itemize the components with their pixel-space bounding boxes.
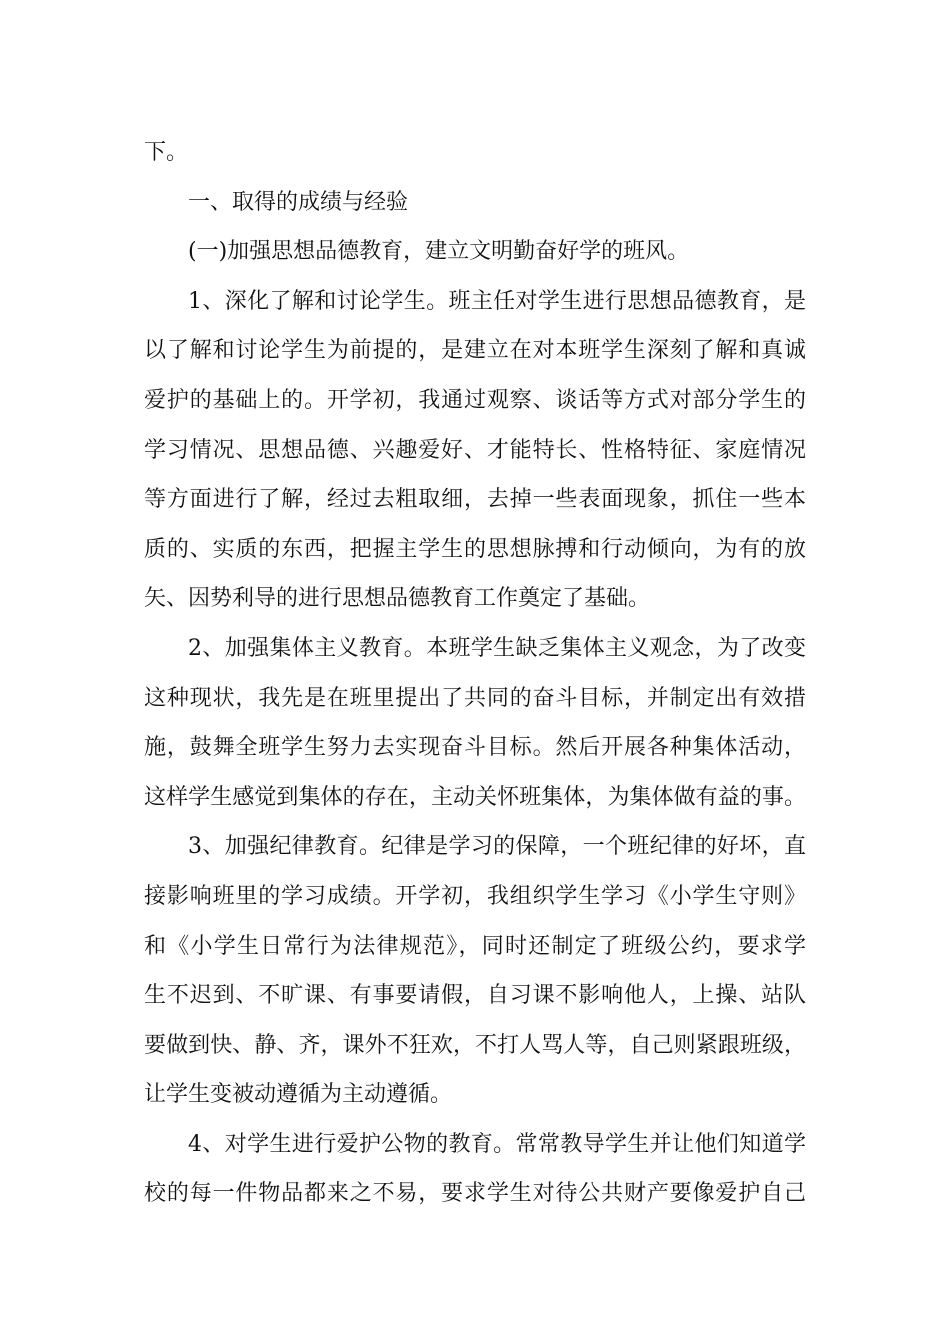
text-line: 4、对学生进行爱护公物的教育。常常教导学生并让他们知道学 <box>188 1131 806 1157</box>
text-line: 矢、因势利导的进行思想品德教育工作奠定了基础。 <box>144 586 651 612</box>
document-body <box>144 128 806 1219</box>
text-line: 下。 <box>144 140 189 165</box>
text-line: 要做到快、静、齐，课外不狂欢，不打人骂人等，自己则紧跟班级， <box>144 1032 806 1058</box>
text-line: 一、取得的成绩与经验 <box>188 189 409 215</box>
text-line: 校的每一件物品都来之不易，要求学生对待公共财产要像爱护自己 <box>144 1181 806 1207</box>
text-line: 这种现状，我先是在班里提出了共同的奋斗目标，并制定出有效措 <box>144 685 806 711</box>
text-line: 等方面进行了解，经过去粗取细，去掉一些表面现象，抓住一些本 <box>144 487 806 513</box>
text-line: 以了解和讨论学生为前提的，是建立在对本班学生深刻了解和真诚 <box>144 338 806 364</box>
text-line: 2、加强集体主义教育。本班学生缺乏集体主义观念，为了改变 <box>188 635 806 661</box>
text-line: (一)加强思想品德教育，建立文明勤奋好学的班风。 <box>188 239 690 265</box>
text-line: 和《小学生日常行为法律规范》，同时还制定了班级公约，要求学 <box>144 933 806 959</box>
text-line: 这样学生感觉到集体的存在，主动关怀班集体，为集体做有益的事。 <box>144 784 806 810</box>
text-line: 质的、实质的东西，把握主学生的思想脉搏和行动倾向，为有的放 <box>144 536 806 562</box>
text-line: 学习情况、思想品德、兴趣爱好、才能特长、性格特征、家庭情况 <box>144 437 806 463</box>
text-line: 3、加强纪律教育。纪律是学习的保障，一个班纪律的好坏，直 <box>188 834 806 860</box>
text-line: 接影响班里的学习成绩。开学初，我组织学生学习《小学生守则》 <box>144 883 806 909</box>
text-line: 1、深化了解和讨论学生。班主任对学生进行思想品德教育，是 <box>188 288 806 314</box>
text-line: 施，鼓舞全班学生努力去实现奋斗目标。然后开展各种集体活动， <box>144 735 806 761</box>
text-line: 让学生变被动遵循为主动遵循。 <box>144 1082 453 1108</box>
text-line: 生不迟到、不旷课、有事要请假，自习课不影响他人，上操、站队 <box>144 983 806 1009</box>
text-line: 爱护的基础上的。开学初，我通过观察、谈话等方式对部分学生的 <box>144 387 806 413</box>
